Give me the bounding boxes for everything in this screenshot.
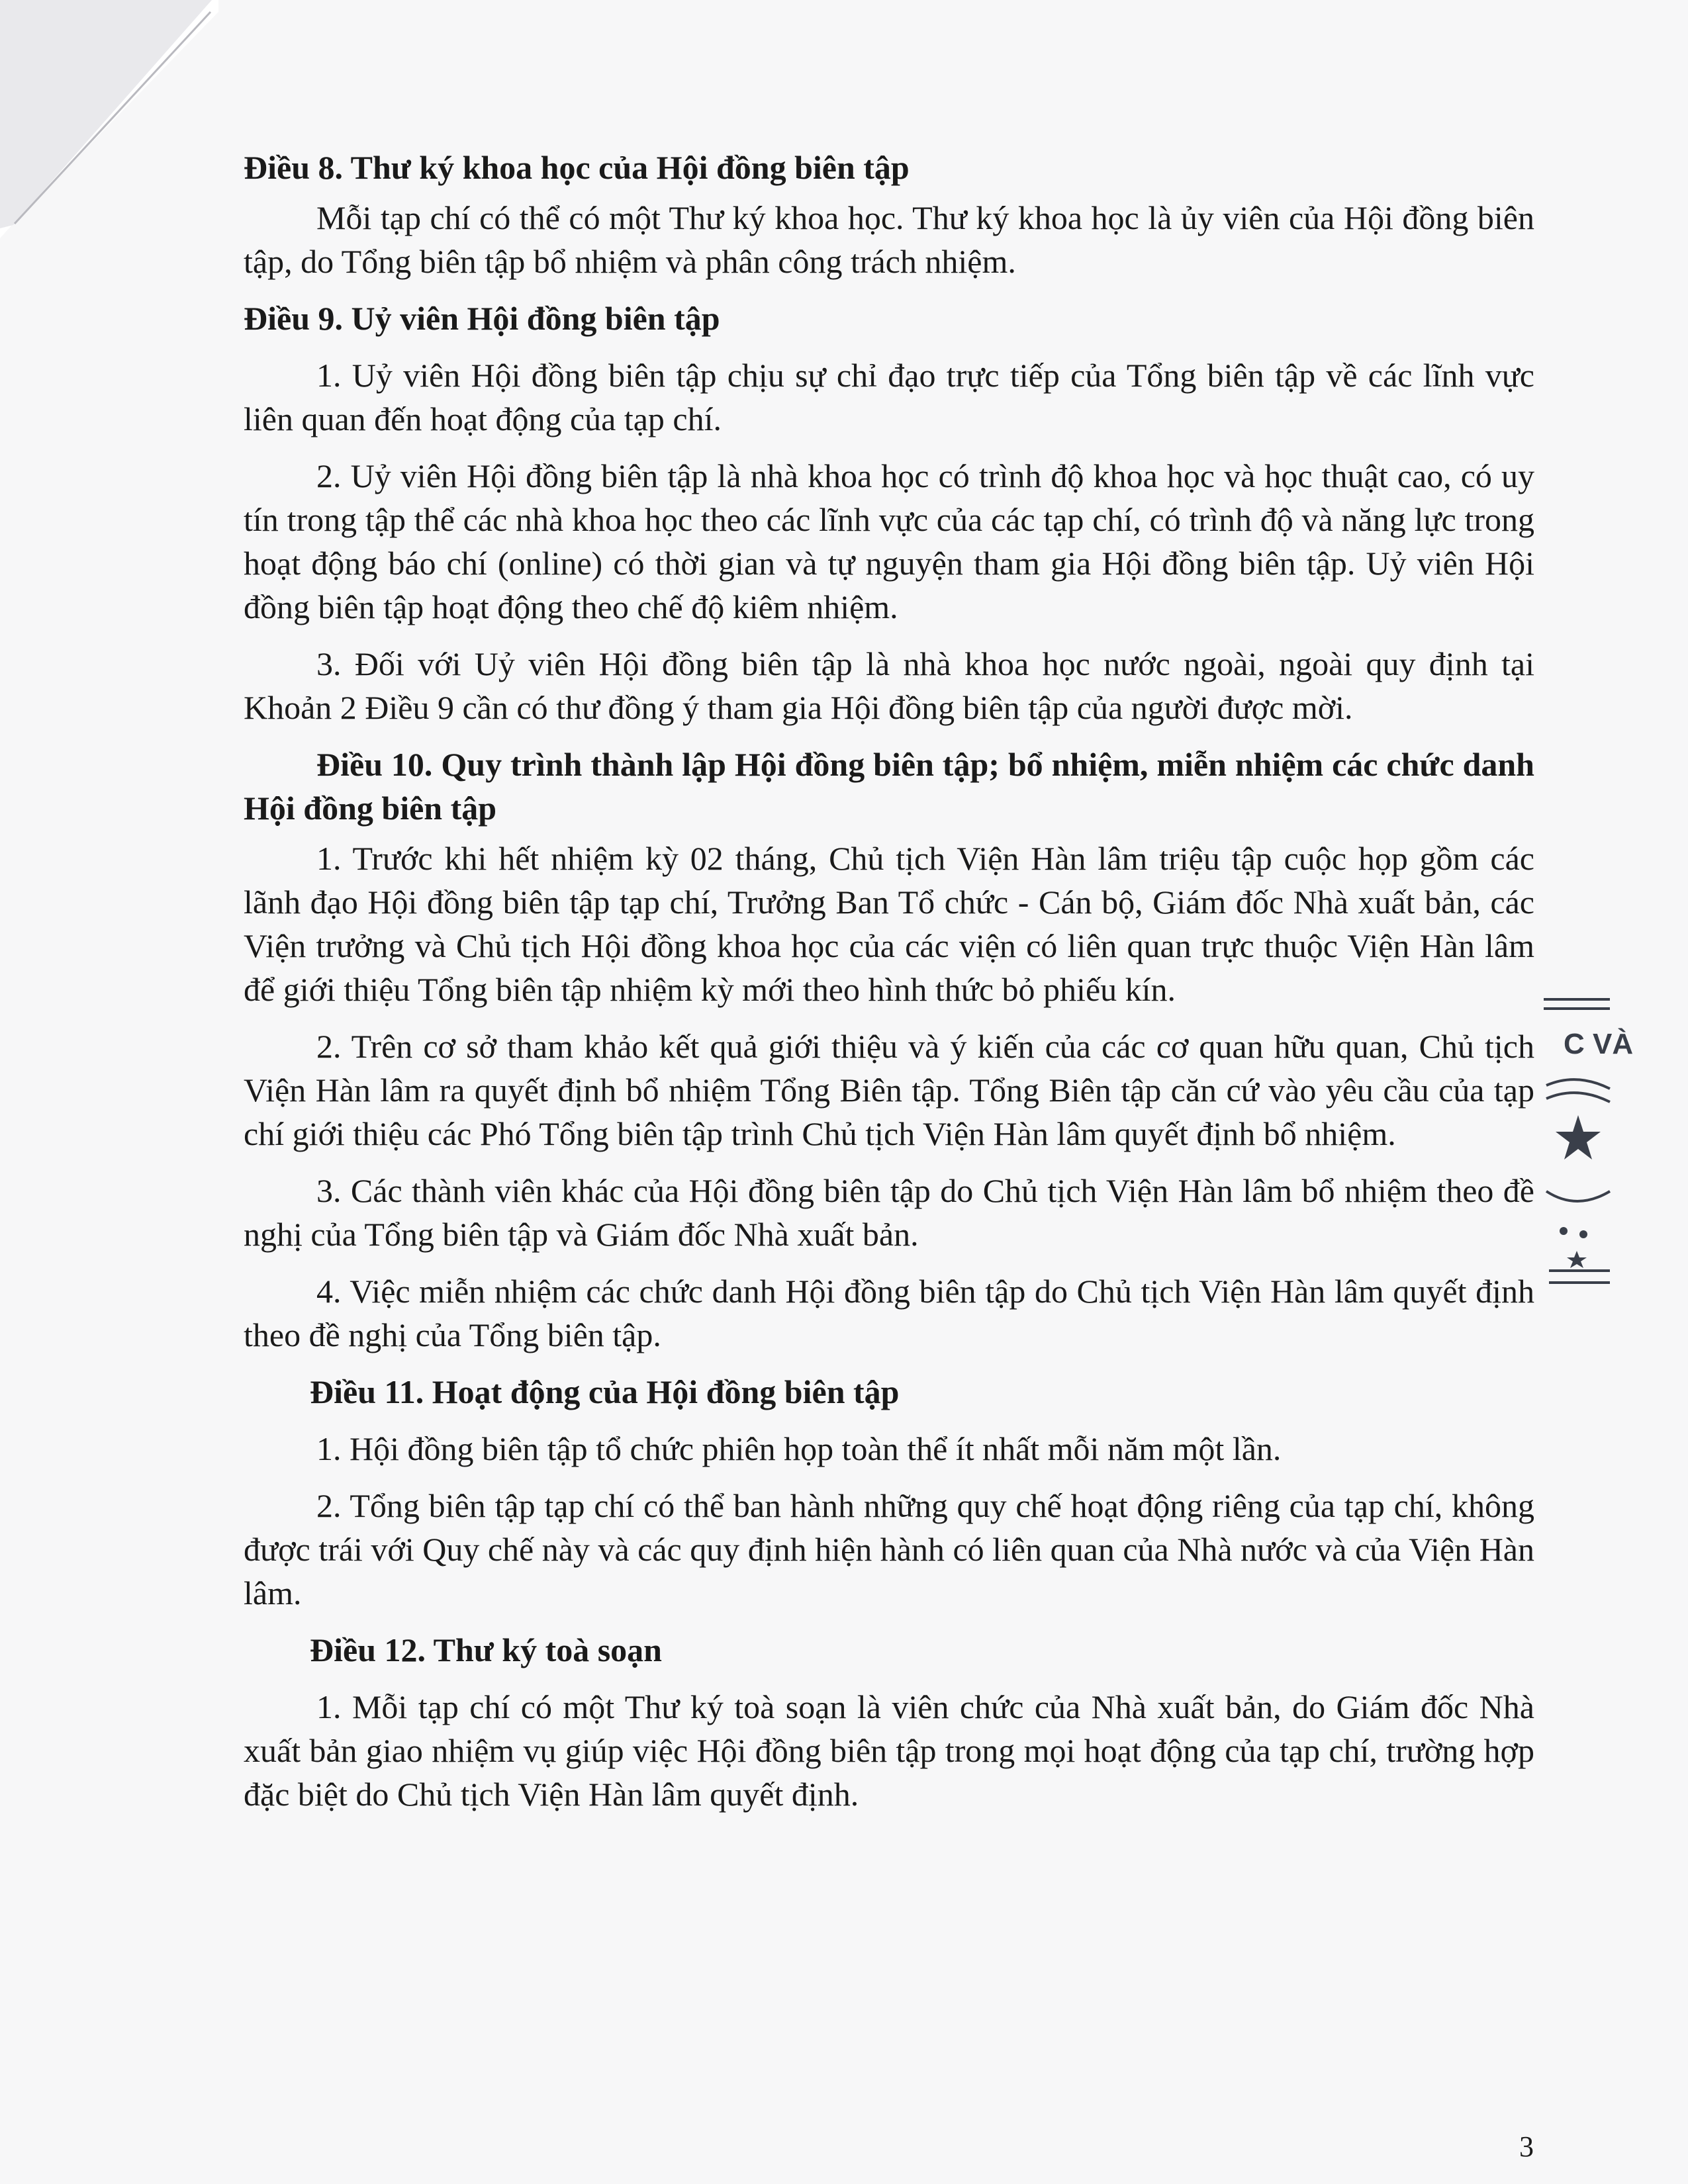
page-number: 3 [1519,2130,1534,2163]
article-paragraph: 4. Việc miễn nhiệm các chức danh Hội đồng biên tập do Chủ tịch Viện Hàn lâm quyết định theo đề nghị của Tổng biên tập. [244,1273,1534,1353]
article-paragraph: 3. Các thành viên khác của Hội đồng biên tập do Chủ tịch Viện Hàn lâm bổ nhiệm theo đề nghị của Tổng biên tập và Giám đốc Nhà xuất bản. [244,1172,1534,1253]
article-paragraph: 2. Trên cơ sở tham khảo kết quả giới thiệu và ý kiến của các cơ quan hữu quan, Chủ tịch Viện Hàn lâm ra quyết định bổ nhiệm Tổng Biên tập. Tổng Biên tập căn cứ vào yêu cầu của tạp chí giới thiệu các Phó Tổng biên tập trình Chủ tịch Viện Hàn lâm quyết định bổ nhiệm. [244,1028,1534,1152]
article-heading: Điều 8. Thư ký khoa học của Hội đồng biên tập [244,149,910,186]
svg-text:C VÀ: C VÀ [1564,1028,1634,1060]
article-12 [244,1628,1534,1816]
article-paragraph: 1. Mỗi tạp chí có một Thư ký toà soạn là viên chức của Nhà xuất bản, do Giám đốc Nhà xuất bản giao nhiệm vụ giúp việc Hội đồng biên tập trong mọi hoạt động của tạp chí, trường hợp đặc biệt do Chủ tịch Viện Hàn lâm quyết định. [244,1688,1534,1813]
document-body [244,146,1534,1816]
article-paragraph: 2. Uỷ viên Hội đồng biên tập là nhà khoa học có trình độ khoa học và học thuật cao, có uy tín trong tập thể các nhà khoa học theo các lĩnh vực của các tạp chí, có trình độ và năng lực trong hoạt động báo chí (online) có thời gian và tự nguyện tham gia Hội đồng biên tập. Uỷ viên Hội đồng biên tập hoạt động theo chế độ kiêm nhiệm. [244,457,1534,625]
article-paragraph: 1. Trước khi hết nhiệm kỳ 02 tháng, Chủ tịch Viện Hàn lâm triệu tập cuộc họp gồm các lãnh đạo Hội đồng biên tập tạp chí, Trưởng Ban Tổ chức - Cán bộ, Giám đốc Nhà xuất bản, các Viện trưởng và Chủ tịch Hội đồng khoa học của các viện có liên quan trực thuộc Viện Hàn lâm để giới thiệu Tổng biên tập nhiệm kỳ mới theo hình thức bỏ phiếu kín. [244,840,1534,1008]
article-heading: Điều 9. Uỷ viên Hội đồng biên tập [244,300,720,337]
seal-stamp-fragment [1537,993,1634,1304]
article-paragraph: 3. Đối với Uỷ viên Hội đồng biên tập là nhà khoa học nước ngoài, ngoài quy định tại Khoản 2 Điều 9 cần có thư đồng ý tham gia Hội đồng biên tập của người được mời. [244,645,1534,726]
article-11 [244,1370,1534,1615]
article-9 [244,296,1534,729]
article-heading: Điều 10. Quy trình thành lập Hội đồng biên tập; bổ nhiệm, miễn nhiệm các chức danh Hội đồng biên tập [244,746,1534,827]
article-8 [244,146,1534,283]
article-paragraph: 2. Tổng biên tập tạp chí có thể ban hành những quy chế hoạt động riêng của tạp chí, không được trái với Quy chế này và các quy định hiện hành có liên quan của Nhà nước và của Viện Hàn lâm. [244,1487,1534,1612]
article-paragraph: Mỗi tạp chí có thể có một Thư ký khoa học. Thư ký khoa học là ủy viên của Hội đồng biên tập, do Tổng biên tập bổ nhiệm và phân công trách nhiệm. [244,199,1534,280]
article-paragraph: 1. Uỷ viên Hội đồng biên tập chịu sự chỉ đạo trực tiếp của Tổng biên tập về các lĩnh vực liên quan đến hoạt động của tạp chí. [244,357,1534,437]
folded-corner [0,0,218,238]
article-heading: Điều 12. Thư ký toà soạn [310,1631,662,1668]
article-heading: Điều 11. Hoạt động của Hội đồng biên tập [310,1373,900,1410]
article-10 [244,743,1534,1357]
article-paragraph: 1. Hội đồng biên tập tổ chức phiên họp toàn thể ít nhất mỗi năm một lần. [316,1430,1282,1467]
